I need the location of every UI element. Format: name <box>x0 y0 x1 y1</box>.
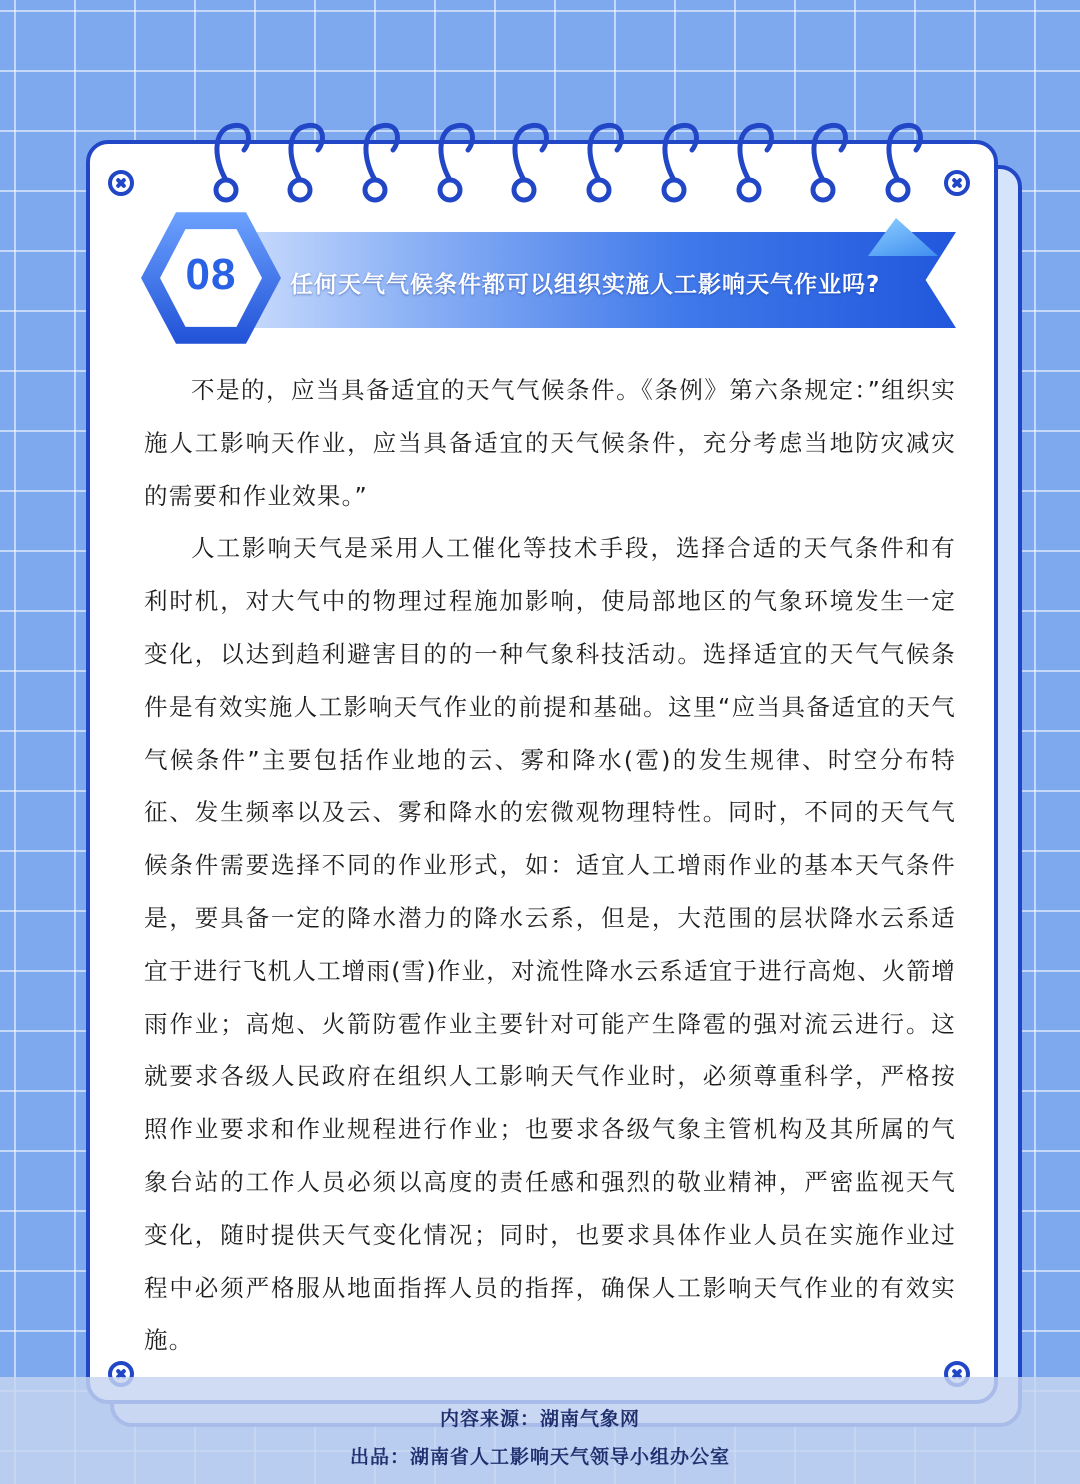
spiral-ring-icon <box>514 125 546 200</box>
spiral-ring-icon <box>365 125 397 200</box>
producer-credit: 出品：湖南省人工影响天气领导小组办公室 <box>349 1446 730 1468</box>
question-title: 任何天气气候条件都可以组织实施人工影响天气作业吗? <box>290 272 881 298</box>
paragraph: 人工影响天气是采用人工催化等技术手段，选择合适的天气条件和有利时机，对大气中的物理过程施加影响，使局部地区的气象环境发生一定变化，以达到趋利避害目的的一种气象科技活动。选择适宜的天气气候条件是有效实施人工影响天气作业的前提和基础。这里“应当具备适宜的天气气候条件”主要包括作业地的云、雾和降水(雹)的发生规律、时空分布特征、发生频率以及云、雾和降水的宏微观物理特性。同时，不同的天气气候条件需要选择不同的作业形式，如：适宜人工增雨作业的基本天气条件是，要具备一定的降水潜力的降水云系，但是，大范围的层状降水云系适宜于进行飞机人工增雨(雪)作业，对流性降水云系适宜于进行高炮、火箭增雨作业；高炮、火箭防雹作业主要针对可能产生降雹的强对流云进行。这就要求各级人民政府在组织人工影响天气作业时，必须尊重科学，严格按照作业要求和作业规程进行作业；也要求各级气象主管机构及其所属的气象台站的工作人员必须以高度的责任感和强烈的敬业精神，严密监视天气变化，随时提供天气变化情况；同时，也要求具体作业人员在实施作业过程中必须严格服从地面指挥人员的指挥，确保人工影响天气作业的有效实施。 <box>144 534 956 1355</box>
spiral-ring-icon <box>888 125 920 200</box>
question-number: 08 <box>185 250 237 299</box>
content-source: 内容来源：湖南气象网 <box>439 1408 640 1430</box>
spiral-ring-icon <box>589 125 621 200</box>
spiral-ring-icon <box>664 125 696 200</box>
spiral-ring-icon <box>739 125 771 200</box>
paragraph: 不是的，应当具备适宜的天气气候条件。《条例》第六条规定：”组织实施人工影响天作业，应当具备适宜的天气候条件，充分考虑当地防灾减灾的需要和作业效果。” <box>144 376 956 510</box>
spiral-ring-icon <box>290 125 322 200</box>
spiral-binding <box>0 0 1080 220</box>
corner-x-icon <box>944 170 970 196</box>
footer <box>0 1377 1080 1484</box>
answer-body <box>144 364 956 1367</box>
spiral-ring-icon <box>216 125 248 200</box>
spiral-ring-icon <box>813 125 845 200</box>
corner-x-icon <box>108 170 134 196</box>
spiral-ring-icon <box>440 125 472 200</box>
